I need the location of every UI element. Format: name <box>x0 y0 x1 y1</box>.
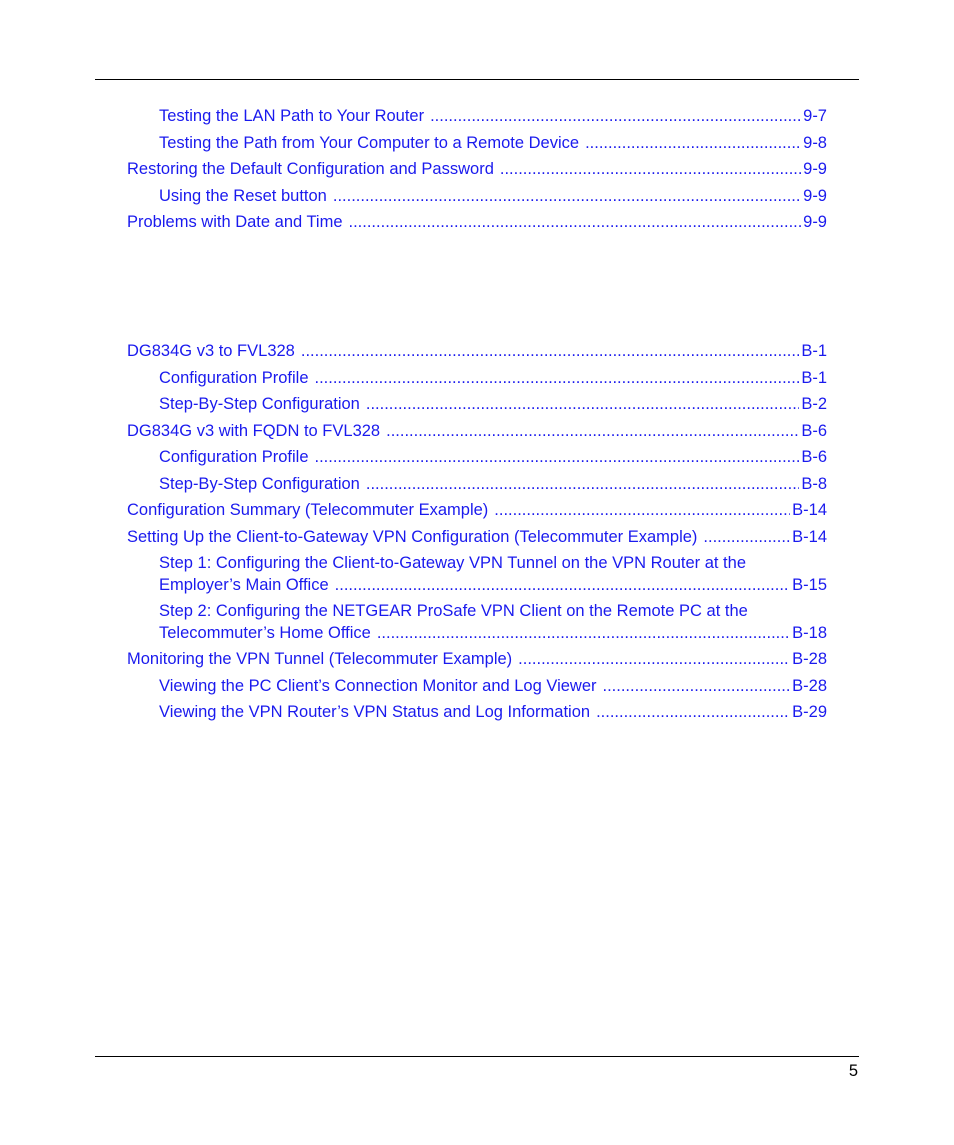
dot-leader <box>430 106 801 128</box>
toc-entry[interactable] <box>127 500 827 522</box>
toc-entry-title: Restoring the Default Configuration and Password <box>127 160 494 178</box>
toc-entry-page: B-14 <box>792 501 827 519</box>
toc-entry-title: Configuration Profile <box>159 368 309 387</box>
header-rule <box>95 79 859 80</box>
toc-entry[interactable] <box>127 702 827 724</box>
toc-entry[interactable] <box>127 212 827 234</box>
toc-entry-page: B-6 <box>801 448 827 466</box>
toc-entry-page: 9-9 <box>803 213 827 231</box>
toc-entry-title: Viewing the VPN Router’s VPN Status and Log Information <box>159 703 591 721</box>
toc-entry[interactable] <box>127 649 827 671</box>
toc-entry-title: Problems with Date and Time <box>127 213 343 231</box>
toc-entry-title: Monitoring the VPN Tunnel (Telecommuter Example) <box>127 650 513 668</box>
toc-entry-page: 9-7 <box>803 107 827 125</box>
toc-entry-page: B-15 <box>792 575 827 594</box>
toc-entry-title-line1: Step 1: Configuring the Client-to-Gateway VPN Tunnel on the VPN Router at the <box>159 554 746 572</box>
toc-section-appendix-b <box>127 341 827 729</box>
dot-leader <box>585 133 801 155</box>
toc-entry-page: B-8 <box>801 474 827 493</box>
toc-entry-title-line2: Telecommuter’s Home Office <box>159 623 371 642</box>
dot-leader <box>518 649 790 671</box>
toc-entry-page: B-6 <box>801 421 827 440</box>
toc-entry-page: 9-8 <box>803 133 827 152</box>
toc-entry-title: Configuration Summary (Telecommuter Example) <box>127 501 489 519</box>
toc-entry-title: DG834G v3 with FQDN to FVL328 <box>127 421 381 440</box>
toc-entry-page: B-1 <box>801 368 827 387</box>
toc-entry-title: Step-By-Step Configuration <box>159 395 360 413</box>
toc-entry[interactable] <box>127 527 827 549</box>
toc-entry[interactable] <box>127 676 827 698</box>
toc-entry[interactable] <box>127 601 827 644</box>
toc-entry[interactable] <box>127 553 827 596</box>
dot-leader <box>315 368 800 390</box>
dot-leader <box>596 702 790 724</box>
toc-entry-page: B-28 <box>792 676 827 695</box>
toc-entry-title: DG834G v3 to FVL328 <box>127 342 295 360</box>
dot-leader <box>301 341 799 363</box>
toc-entry[interactable] <box>127 421 827 443</box>
dot-leader <box>335 575 790 597</box>
dot-leader <box>500 159 801 181</box>
toc-entry-page: B-1 <box>801 342 827 360</box>
toc-entry-title: Viewing the PC Client’s Connection Monitor and Log Viewer <box>159 676 597 695</box>
toc-entry[interactable] <box>127 133 827 155</box>
footer-rule <box>95 1056 859 1057</box>
toc-entry[interactable] <box>127 447 827 469</box>
toc-entry-page: B-14 <box>792 527 827 546</box>
dot-leader <box>349 212 802 234</box>
dot-leader <box>386 421 799 443</box>
dot-leader <box>333 186 801 208</box>
toc-entry-page: 9-9 <box>803 160 827 178</box>
toc-entry[interactable] <box>127 394 827 416</box>
toc-entry[interactable] <box>127 159 827 181</box>
page-number: 5 <box>848 1062 858 1080</box>
toc-entry-title: Configuration Profile <box>159 448 309 466</box>
dot-leader <box>377 623 790 645</box>
dot-leader <box>603 676 791 698</box>
toc-section-chapter-9 <box>127 106 827 239</box>
toc-entry-page: B-2 <box>801 395 827 413</box>
toc-entry-title-line1: Step 2: Configuring the NETGEAR ProSafe VPN Client on the Remote PC at the <box>159 602 748 620</box>
dot-leader <box>315 447 800 469</box>
toc-entry-page: B-29 <box>792 703 827 721</box>
dot-leader <box>494 500 790 522</box>
toc-entry-title: Step-By-Step Configuration <box>159 474 360 493</box>
toc-entry[interactable] <box>127 106 827 128</box>
toc-entry-title: Setting Up the Client-to-Gateway VPN Configuration (Telecommuter Example) <box>127 527 698 546</box>
toc-entry-title: Testing the LAN Path to Your Router <box>159 107 425 125</box>
dot-leader <box>703 527 790 549</box>
toc-entry[interactable] <box>127 341 827 363</box>
toc-entry[interactable] <box>127 474 827 496</box>
toc-entry-page: B-18 <box>792 623 827 642</box>
toc-entry-title-line2: Employer’s Main Office <box>159 575 329 594</box>
toc-entry[interactable] <box>127 186 827 208</box>
toc-entry-page: B-28 <box>792 650 827 668</box>
toc-entry-title: Testing the Path from Your Computer to a Remote Device <box>159 133 580 152</box>
toc-entry[interactable] <box>127 368 827 390</box>
dot-leader <box>366 394 799 416</box>
dot-leader <box>366 474 799 496</box>
toc-entry-title: Using the Reset button <box>159 186 327 205</box>
toc-entry-page: 9-9 <box>803 186 827 205</box>
